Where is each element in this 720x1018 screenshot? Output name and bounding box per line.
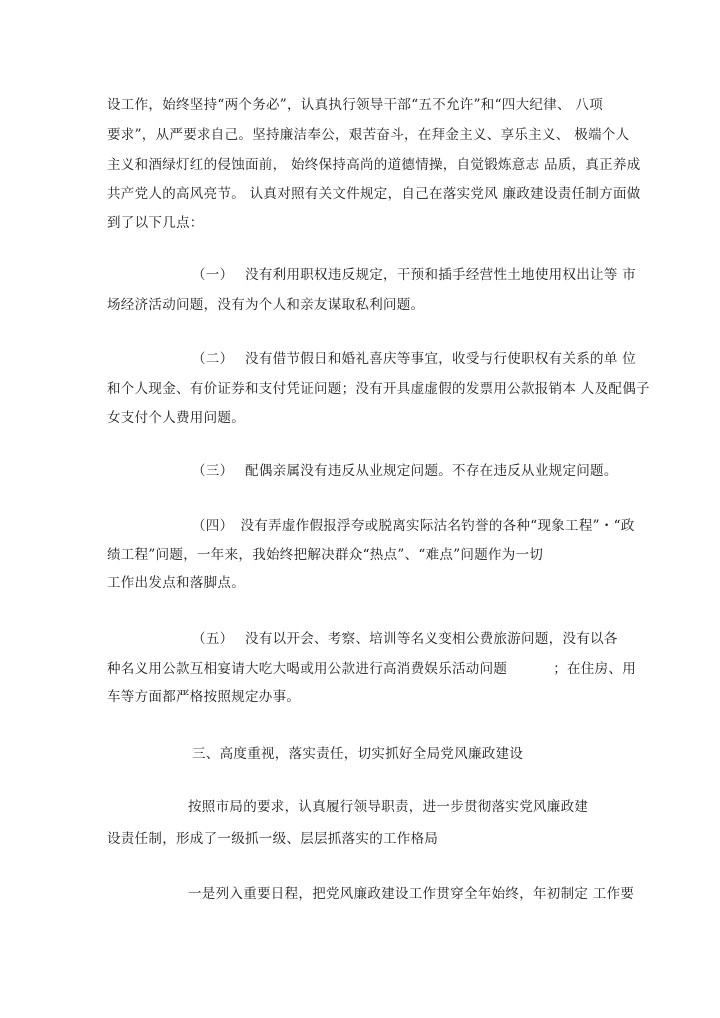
section-heading: 三、高度重视，落实责任，切实抓好全局党风廉政建设 <box>192 746 524 762</box>
item-3-line-1: （三） 配偶亲属没有违反从业规定问题。不存在违反从业规定问题。 <box>192 463 618 479</box>
intro-line-4: 共产党人的高风亮节。 认真对照有关文件规定，自己在落实党风 廉政建设责任制方面做 <box>107 186 641 202</box>
item-1-line-2: 场经济活动问题，没有为个人和亲友谋取私利问题。 <box>107 297 425 313</box>
item-5-line-1: （五） 没有以开会、考察、培训等名义变相公费旅游问题，没有以各 <box>192 631 618 647</box>
intro-line-5: 到了以下几点： <box>107 215 204 231</box>
item-4-line-1: （四） 没有弄虚作假报浮夸或脱离实际沽名钓誉的各种“现象工程”・“政 <box>192 518 635 534</box>
item-5-line-2: 种名义用公款互相宴请大吃大喝或用公款进行高消费娱乐活动问题 ；在住房、用 <box>107 661 636 677</box>
item-2-line-1: （二） 没有借节假日和婚礼喜庆等事宜，收受与行使职权有关系的单 位 <box>192 351 637 367</box>
item-1-line-1: （一） 没有利用职权违反规定，干预和插手经营性土地使用权出让等 市 <box>192 267 637 283</box>
item-4-line-3: 工作出发点和落脚点。 <box>107 575 245 591</box>
intro-line-3: 主义和酒绿灯红的侵蚀面前， 始终保持高尚的道德情操，自觉锻炼意志 品质，真正养成 <box>107 157 641 173</box>
first-point-line-1: 一是列入重要日程，把党风廉政建设工作贯穿全年始终，年初制定 工作要 <box>188 886 635 902</box>
item-5-line-3: 车等方面都严格按照规定办事。 <box>107 689 301 705</box>
intro-line-1: 设工作，始终坚持“两个务必”，认真执行领导干部“五不允许”和“四大纪律、 八项 <box>107 97 603 113</box>
intro-line-2: 要求”，从严要求自己。坚持廉洁奉公，艰苦奋斗，在拜金主义、享乐主义、 极端个人 <box>107 127 630 143</box>
item-4-line-2: 绩工程”问题，一年来，我始终把解决群众“热点”、“难点”问题作为一切 <box>107 547 544 563</box>
item-2-line-2: 和个人现金、有价证券和支付凭证问题；没有开具虚虚假的发票用公款报销本 人及配偶子 <box>107 381 650 397</box>
duty-para-line-1: 按照市局的要求，认真履行领导职责，进一步贯彻落实党风廉政建 <box>188 799 589 815</box>
item-2-line-3: 女支付个人费用问题。 <box>107 410 245 426</box>
duty-para-line-2: 设责任制，形成了一级抓一级、层层抓落实的工作格局 <box>107 831 439 847</box>
